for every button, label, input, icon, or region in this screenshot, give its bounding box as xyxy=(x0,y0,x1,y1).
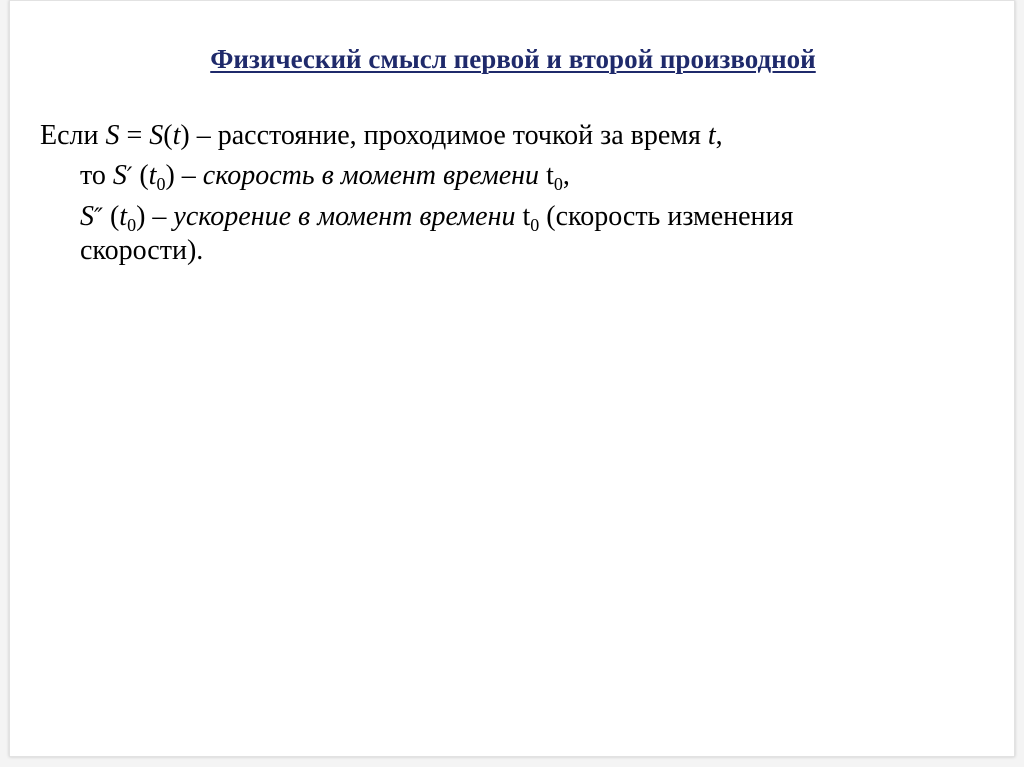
text-run: t xyxy=(539,160,554,191)
text-line-4 xyxy=(80,233,203,269)
text-line-1 xyxy=(40,118,723,154)
math-var: t xyxy=(148,160,157,191)
text-run: = xyxy=(119,120,150,151)
subscript: 0 xyxy=(127,215,137,235)
math-var: t xyxy=(707,120,716,151)
text-line-3 xyxy=(80,199,793,235)
text-run: (скорость изменения xyxy=(539,201,794,232)
subscript: 0 xyxy=(553,174,563,194)
slide-title xyxy=(10,42,1016,76)
subscript: 0 xyxy=(530,215,540,235)
math-var: t xyxy=(172,120,181,151)
subscript: 0 xyxy=(156,174,166,194)
math-var: S xyxy=(149,120,164,151)
text-run: ) – xyxy=(136,201,174,232)
text-line-2 xyxy=(80,158,570,194)
text-run: то xyxy=(80,160,113,191)
text-run: ( xyxy=(163,120,173,151)
math-var: t xyxy=(119,201,128,232)
text-run: ) – xyxy=(165,160,203,191)
slide xyxy=(9,0,1015,757)
text-run: , xyxy=(562,160,570,191)
italic-phrase: ускорение в момент времени xyxy=(173,201,516,232)
text-run: ( xyxy=(102,201,120,232)
text-run: ) – расстояние, проходимое точкой за время xyxy=(180,120,708,151)
double-prime-symbol: ″ xyxy=(94,203,103,231)
text-run: Если xyxy=(40,120,106,151)
math-var: S xyxy=(80,201,94,232)
text-run: скорости). xyxy=(80,235,204,266)
text-run: t xyxy=(515,201,531,232)
text-run: ( xyxy=(132,160,149,191)
prime-symbol: ′ xyxy=(126,162,133,190)
italic-phrase: скорость в момент времени xyxy=(202,160,540,191)
slide-title-text: Физический смысл первой и второй производной xyxy=(210,44,816,74)
math-var: S xyxy=(112,160,127,191)
math-var: S xyxy=(105,120,120,151)
text-run: , xyxy=(715,120,723,151)
